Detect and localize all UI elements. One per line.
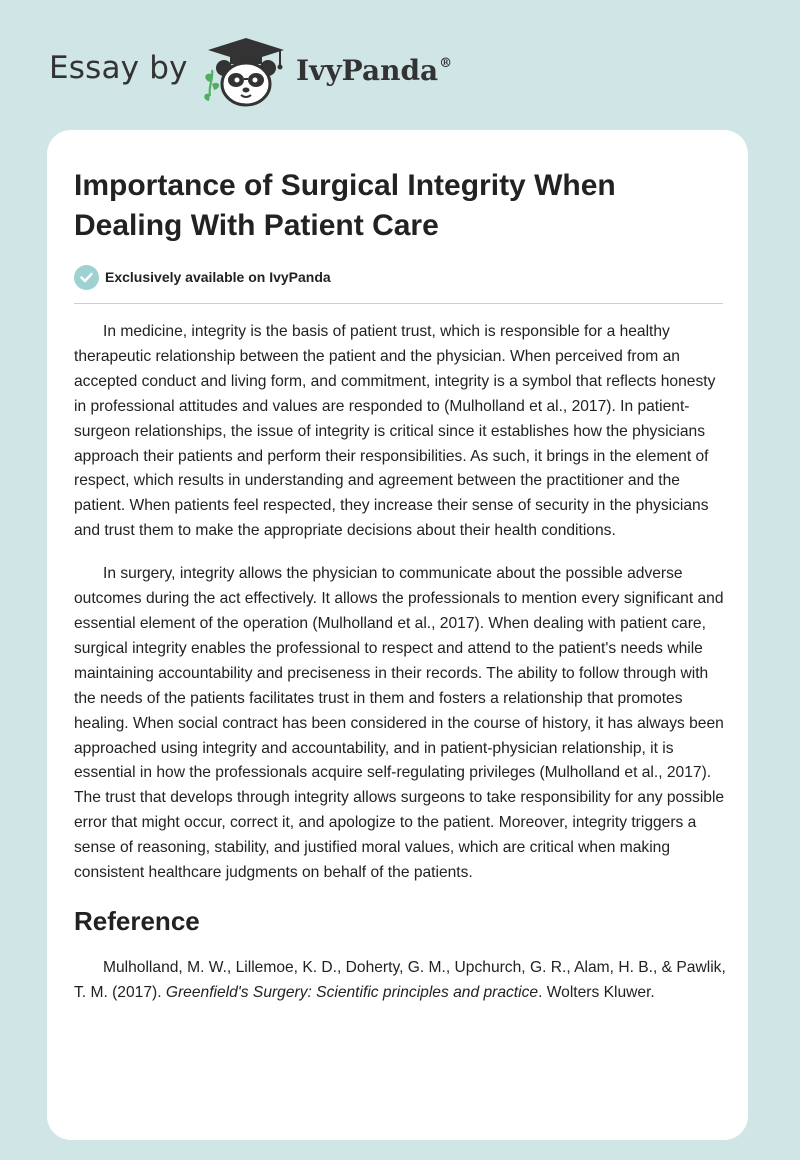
divider (74, 303, 723, 304)
essay-by-label: Essay by (49, 50, 188, 86)
checkmark-badge-icon (74, 265, 99, 290)
article-title: Importance of Surgical Integrity When Dealing With Patient Care (74, 169, 616, 242)
brand-name[interactable]: IvyPanda® (296, 54, 453, 87)
article-card (47, 130, 748, 1140)
reference-authors: Mulholland, M. W., Lillemoe, K. D., Doherty, G. M., Upchurch, G. R., Alam, H. B., & Pawlik, T. M. (2017). (74, 958, 726, 1001)
reference-heading: Reference (74, 905, 200, 936)
exclusive-label: Exclusively available on IvyPanda (105, 269, 331, 285)
paragraph: In medicine, integrity is the basis of patient trust, which is responsible for a healthy therapeutic relationship between the patient and the physician. When perceived from an accepted conduct and living form, and commitment, integrity is a symbol that reflects honesty in professional attitudes and values are responded to (Mulholland et al., 2017). In patient-surgeon relationships, the issue of integrity is critical since it establishes how the physicians approach their patients and perform their responsibilities. As such, it brings in the element of respect, which results in understanding and agreement between the practitioner and the patient. When patients feel respected, they increase their sense of security in the physicians and trust them to make the appropriate decisions about their health conditions. (74, 323, 716, 540)
reference-book-title: Greenfield's Surgery: Scientific principles and practice (165, 983, 539, 1001)
panda-logo-icon[interactable] (200, 34, 292, 108)
exclusive-notice (74, 264, 331, 290)
reference-publisher: . Wolters Kluwer. (538, 983, 655, 1001)
registered-mark: ® (439, 56, 453, 71)
site-header (0, 0, 800, 130)
reference-entry (74, 956, 726, 1006)
article-body (74, 320, 726, 1006)
paragraph: In surgery, integrity allows the physician to communicate about the possible adverse outcomes during the act effectively. It allows the professionals to mention every significant and essential element of the operation (Mulholland et al., 2017). When dealing with patient care, surgical integrity enables the professional to respect and attend to the patient's needs while maintaining accountability and preciseness in their records. The ability to follow through with the needs of the patients facilitates trust in them and fosters a relationship that promotes healing. When social contract has been considered in the course of history, it has always been approached using integrity and accountability, and in patient-physician relationship, it is essential in how the professionals acquire self-regulating privileges (Mulholland et al., 2017). The trust that develops through integrity allows surgeons to take responsibility for any possible error that might occur, correct it, and apologize to the patient. Moreover, integrity triggers a sense of reasoning, stability, and justified moral values, which are critical when making consistent healthcare judgments on behalf of the patients. (74, 565, 725, 882)
